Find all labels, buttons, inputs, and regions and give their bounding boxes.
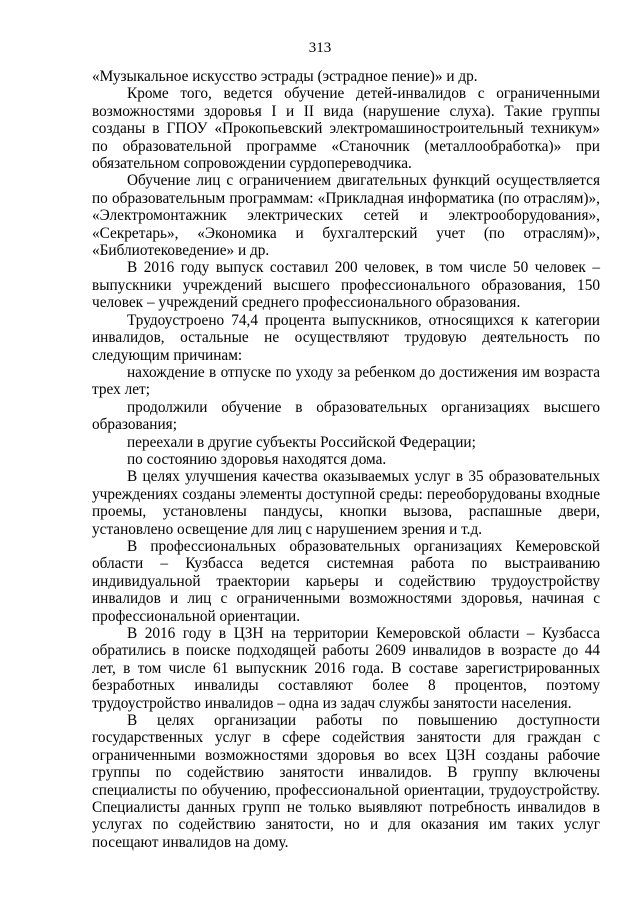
page-number: 313	[308, 40, 332, 56]
list-item-4: по состоянию здоровья находятся дома.	[127, 450, 387, 468]
paragraph-11: В 2016 году в ЦЗН на территории Кемеровской области – Кузбасса обратились в поиске подходящей работы 2609 инвалидов в возрасте до 44 лет, в том числе 61 выпускник 2016 года. В составе зарегистрированных безработных инвалиды составляют более 8 процентов, поэтому трудоустройство инвалидов – одна из задач службы занятости населения.	[92, 625, 600, 712]
paragraph-2: Обучение лиц с ограничением двигательных функций осуществляется по образовательным программам: «Прикладная информатика (по отраслям)», «Электромонтажник электрических сетей и электрооборудования», «Секретарь», «Экономика и бухгалтерский учет (по отраслям)», «Библиотековедение» и др.	[92, 172, 600, 260]
list-item-2: продолжили обучение в образовательных организациях высшего образования;	[92, 398, 600, 434]
paragraph-12: В целях организации работы по повышению доступности государственных услуг в сфере содействия занятости для граждан с ограниченными возможностями здоровья во всех ЦЗН созданы рабочие группы по содействию занятости инвалидов. В группу включены специалисты по обучению, профессиональной ориентации, трудоустройству. Специалисты данных групп не только выявляют потребность инвалидов в услугах по содействию занятости, но и для оказания им таких услуг посещают инвалидов на дому.	[92, 712, 600, 851]
paragraph-10: В профессиональных образовательных организациях Кемеровской области – Кузбасса ведется системная работа по выстраиванию индивидуальной траектории карьеры и содействию трудоустройству инвалидов и лиц с ограниченными возможностями здоровья, начиная с профессиональной ориентации.	[92, 537, 600, 625]
paragraph-1: Кроме того, ведется обучение детей-инвалидов с ограниченными возможностями здоровья I и II вида (нарушение слуха). Такие группы созданы в ГПОУ «Прокопьевский электромашиностроительный техникум» по образовательной программе «Станочник (металлообработка)» при обязательном сопровождении сурдопереводчика.	[92, 85, 600, 173]
list-item-1: нахождение в отпуске по уходу за ребенком до достижения им возраста трех лет;	[92, 363, 600, 399]
list-item-3: переехали в другие субъекты Российской Федерации;	[127, 433, 476, 451]
paragraph-3: В 2016 году выпуск составил 200 человек, в том числе 50 человек – выпускники учреждений высшего профессионального образования, 150 человек – учреждений среднего профессионального образования.	[92, 259, 600, 312]
paragraph-4: Трудоустроено 74,4 процента выпускников, относящихся к категории инвалидов, остальные не осуществляют трудовую деятельность по следующим причинам:	[92, 311, 600, 364]
page-body	[92, 68, 600, 851]
paragraph-0: «Музыкальное искусство эстрады (эстрадное пение)» и др.	[92, 68, 478, 85]
paragraph-9: В целях улучшения качества оказываемых услуг в 35 образовательных учреждениях созданы элементы доступной среды: переоборудованы входные проемы, установлены пандусы, кнопки вызова, распашные двери, установлено освещение для лиц с нарушением зрения и т.д.	[92, 468, 600, 538]
